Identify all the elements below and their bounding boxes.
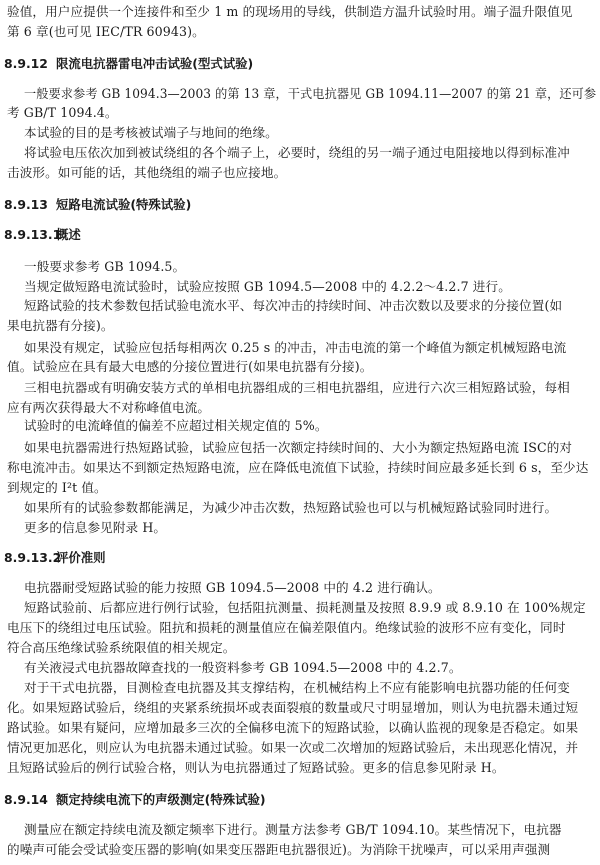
- section-number: 8.9.12: [4, 56, 48, 71]
- paragraph-line: 三相电抗器或有明确安装方式的单相电抗器组成的三相电抗器组，应进行六次三相短路试验，每相: [24, 380, 570, 395]
- paragraph-line: 第 6 章(也可见 IEC/TR 60943)。: [7, 24, 205, 39]
- paragraph-line: 符合高压绝缘试验系统限值的相关规定。: [7, 640, 236, 655]
- paragraph-line: 短路试验的技术参数包括试验电流水平、每次冲击的持续时间、冲击次数以及要求的分接位置(如: [24, 298, 563, 313]
- paragraph-line: 值。试验应在具有最大电感的分接位置进行(如果电抗器有分接)。: [7, 359, 373, 374]
- paragraph-line: 化。如果短路试验后，绕组的夹紧系统损坏或表面裂痕的数量或尺寸明显增加，则认为电抗器未通过短: [7, 700, 579, 715]
- section-title: 限流电抗器雷电冲击试验(型式试验): [56, 56, 254, 71]
- paragraph-line: 路试验。如果有疑问，应增加最多三次的全偏移电流下的短路试验，以确认监视的现象是否稳定。如果: [7, 720, 579, 735]
- paragraph-line: 电抗器耐受短路试验的能力按照 GB 1094.5—2008 中的 4.2 进行确认。: [24, 580, 441, 595]
- paragraph-line: 考 GB/T 1094.4。: [7, 105, 118, 120]
- section-title: 评价准则: [56, 550, 106, 565]
- section-heading: [4, 792, 266, 808]
- paragraph-line: 如果所有的试验参数都能满足，为减少冲击次数，热短路试验也可以与机械短路试验同时进行。: [24, 500, 558, 515]
- paragraph-line: 到规定的 I²t 值。: [7, 480, 107, 495]
- paragraph-line: 如果电抗器需进行热短路试验，试验应包括一次额定持续时间的、大小为额定热短路电流 ISC的对: [24, 440, 573, 455]
- paragraph-line: 称电流冲击。如果达不到额定热短路电流，应在降低电流值下试验，持续时间应最多延长到 6 s，至少达: [7, 460, 589, 475]
- paragraph-line: 如果没有规定，试验应包括每相两次 0.25 s 的冲击，冲击电流的第一个峰值为额定机械短路电流: [24, 340, 567, 355]
- section-heading: [4, 227, 81, 243]
- paragraph-line: 应有两次获得最大不对称峰值电流。: [7, 400, 211, 415]
- paragraph-line: 对于干式电抗器，目测检查电抗器及其支撑结构，在机械结构上不应有能影响电抗器功能的任何变: [24, 680, 570, 695]
- section-title: 短路电流试验(特殊试验): [56, 197, 192, 212]
- paragraph-line: 一般要求参考 GB 1094.5。: [24, 259, 186, 274]
- paragraph-line: 更多的信息参见附录 H。: [24, 520, 167, 535]
- paragraph-line: 当规定做短路电流试验时，试验应按照 GB 1094.5—2008 中的 4.2.2～4.2.7 进行。: [24, 279, 511, 294]
- paragraph-line: 一般要求参考 GB 1094.3—2003 的第 13 章，干式电抗器见 GB 1094.11—2007 的第 21 章，还可参: [24, 86, 597, 101]
- paragraph-line: 将试验电压依次加到被试绕组的各个端子上，必要时，绕组的另一端子通过电阻接地以得到标准冲: [24, 145, 570, 160]
- paragraph-line: 且短路试验后的例行试验合格，则认为电抗器通过了短路试验。更多的信息参见附录 H。: [7, 760, 505, 775]
- paragraph-line: 有关液浸式电抗器故障查找的一般资料参考 GB 1094.5—2008 中的 4.2.7。: [24, 660, 462, 675]
- paragraph-line: 情况更加恶化，则应认为电抗器未通过试验。如果一次或二次增加的短路试验后，未出现恶化情况，并: [7, 740, 579, 755]
- paragraph-line: 击波形。如可能的话，其他绕组的端子也应接地。: [7, 165, 287, 180]
- paragraph-line: 试验时的电流峰值的偏差不应超过相关规定值的 5%。: [24, 418, 328, 433]
- paragraph-line: 的噪声可能会受试验变压器的影响(如果变压器距电抗器很近)。为消除干扰噪声，可以采用声强测: [7, 842, 551, 857]
- section-heading: [4, 550, 106, 566]
- paragraph-line: 短路试验前、后都应进行例行试验，包括阻抗测量、损耗测量及按照 8.9.9 或 8.9.10 在 100%规定: [24, 600, 586, 615]
- section-title: 概述: [56, 227, 81, 242]
- section-number: 8.9.13.1: [4, 227, 62, 242]
- paragraph-line: 电压下的绕组过电压试验。阻抗和损耗的测量值应在偏差限值内。绝缘试验的波形不应有变化，同时: [7, 620, 566, 635]
- paragraph-line: 果电抗器有分接)。: [7, 318, 114, 333]
- paragraph-line: 测量应在额定持续电流及额定频率下进行。测量方法参考 GB/T 1094.10。某些情况下，电抗器: [24, 822, 562, 837]
- section-number: 8.9.14: [4, 792, 48, 807]
- section-number: 8.9.13.2: [4, 550, 62, 565]
- section-number: 8.9.13: [4, 197, 48, 212]
- section-title: 额定持续电流下的声级测定(特殊试验): [56, 792, 266, 807]
- section-heading: [4, 197, 191, 213]
- paragraph-line: 本试验的目的是考核被试端子与地间的绝缘。: [24, 125, 278, 140]
- paragraph-line: 验值，用户应提供一个连接件和至少 1 m 的现场用的导线，供制造方温升试验时用。端子温升限值见: [7, 4, 573, 19]
- section-heading: [4, 56, 253, 72]
